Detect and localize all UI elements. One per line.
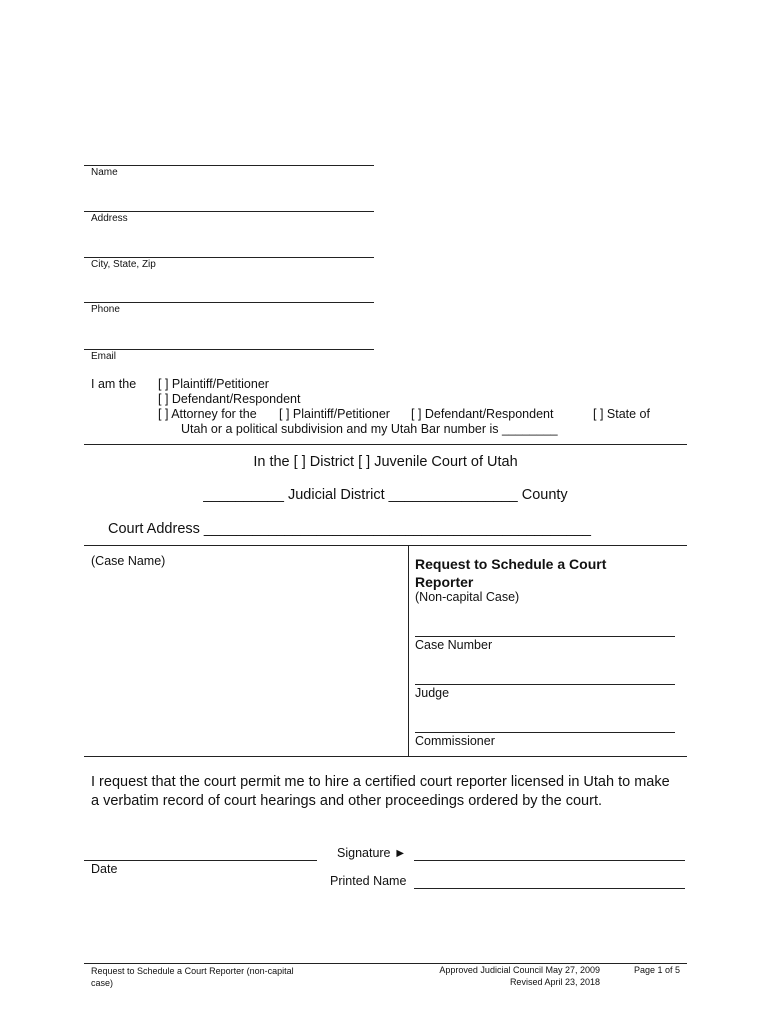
request-body-text: I request that the court permit me to hire a certified court reporter licensed in Utah to make a verbatim record of court hearings and other proceedings ordered by the court. <box>91 774 670 809</box>
attorney-plaintiff-checkbox[interactable]: [ ] Plaintiff/Petitioner <box>279 407 390 421</box>
commissioner-label: Commissioner <box>415 734 495 748</box>
footer-divider <box>84 963 687 964</box>
case-number-label: Case Number <box>415 638 493 652</box>
date-label: Date <box>91 862 118 876</box>
email-line[interactable] <box>84 349 374 350</box>
city-state-zip-line[interactable] <box>84 257 374 258</box>
court-district-line[interactable]: __________ Judicial District ________________ County <box>203 487 568 503</box>
attorney-state-checkbox[interactable]: [ ] State of <box>593 407 650 421</box>
email-label: Email <box>91 351 117 362</box>
party-option-defendant[interactable]: [ ] Defendant/Respondent <box>158 392 301 406</box>
date-line[interactable] <box>84 860 317 861</box>
attorney-bar-number: Utah or a political subdivision and my Utah Bar number is ________ <box>181 422 558 436</box>
commissioner-line[interactable] <box>415 732 675 733</box>
case-number-line[interactable] <box>415 636 675 637</box>
footer-approved: Approved Judicial Council May 27, 2009 <box>439 965 600 975</box>
address-label: Address <box>91 213 128 224</box>
judge-label: Judge <box>415 686 450 700</box>
party-label: I am the <box>91 377 137 391</box>
caption-top-border <box>84 545 687 546</box>
name-label: Name <box>91 167 118 178</box>
attorney-defendant-checkbox[interactable]: [ ] Defendant/Respondent <box>411 407 554 421</box>
signature-label: Signature ► <box>337 846 407 860</box>
name-line[interactable] <box>84 165 374 166</box>
header-divider <box>84 444 687 445</box>
footer-page-number: Page 1 of 5 <box>633 965 680 975</box>
judge-line[interactable] <box>415 684 675 685</box>
city-state-zip-label: City, State, Zip <box>91 259 156 270</box>
party-option-attorney[interactable]: [ ] Attorney for the <box>158 407 257 421</box>
party-option-plaintiff[interactable]: [ ] Plaintiff/Petitioner <box>158 377 269 391</box>
court-type-line[interactable]: In the [ ] District [ ] Juvenile Court of Utah <box>253 454 518 470</box>
caption-divider <box>408 545 409 756</box>
caption-bottom-border <box>84 756 687 757</box>
case-name-label[interactable]: (Case Name) <box>91 554 166 568</box>
phone-label: Phone <box>91 304 120 315</box>
document-subtitle: (Non-capital Case) <box>415 590 520 604</box>
court-address-line[interactable]: Court Address ________________________________________________ <box>108 521 591 537</box>
signature-line[interactable] <box>414 860 685 861</box>
footer-revised: Revised April 23, 2018 <box>509 977 600 987</box>
document-title: Request to Schedule a Court Reporter <box>415 556 607 590</box>
phone-line[interactable] <box>84 302 374 303</box>
printed-name-label: Printed Name <box>330 874 407 888</box>
address-line[interactable] <box>84 211 374 212</box>
printed-name-line[interactable] <box>414 888 685 889</box>
footer-form-title: Request to Schedule a Court Reporter (non-capital case) <box>91 966 294 988</box>
